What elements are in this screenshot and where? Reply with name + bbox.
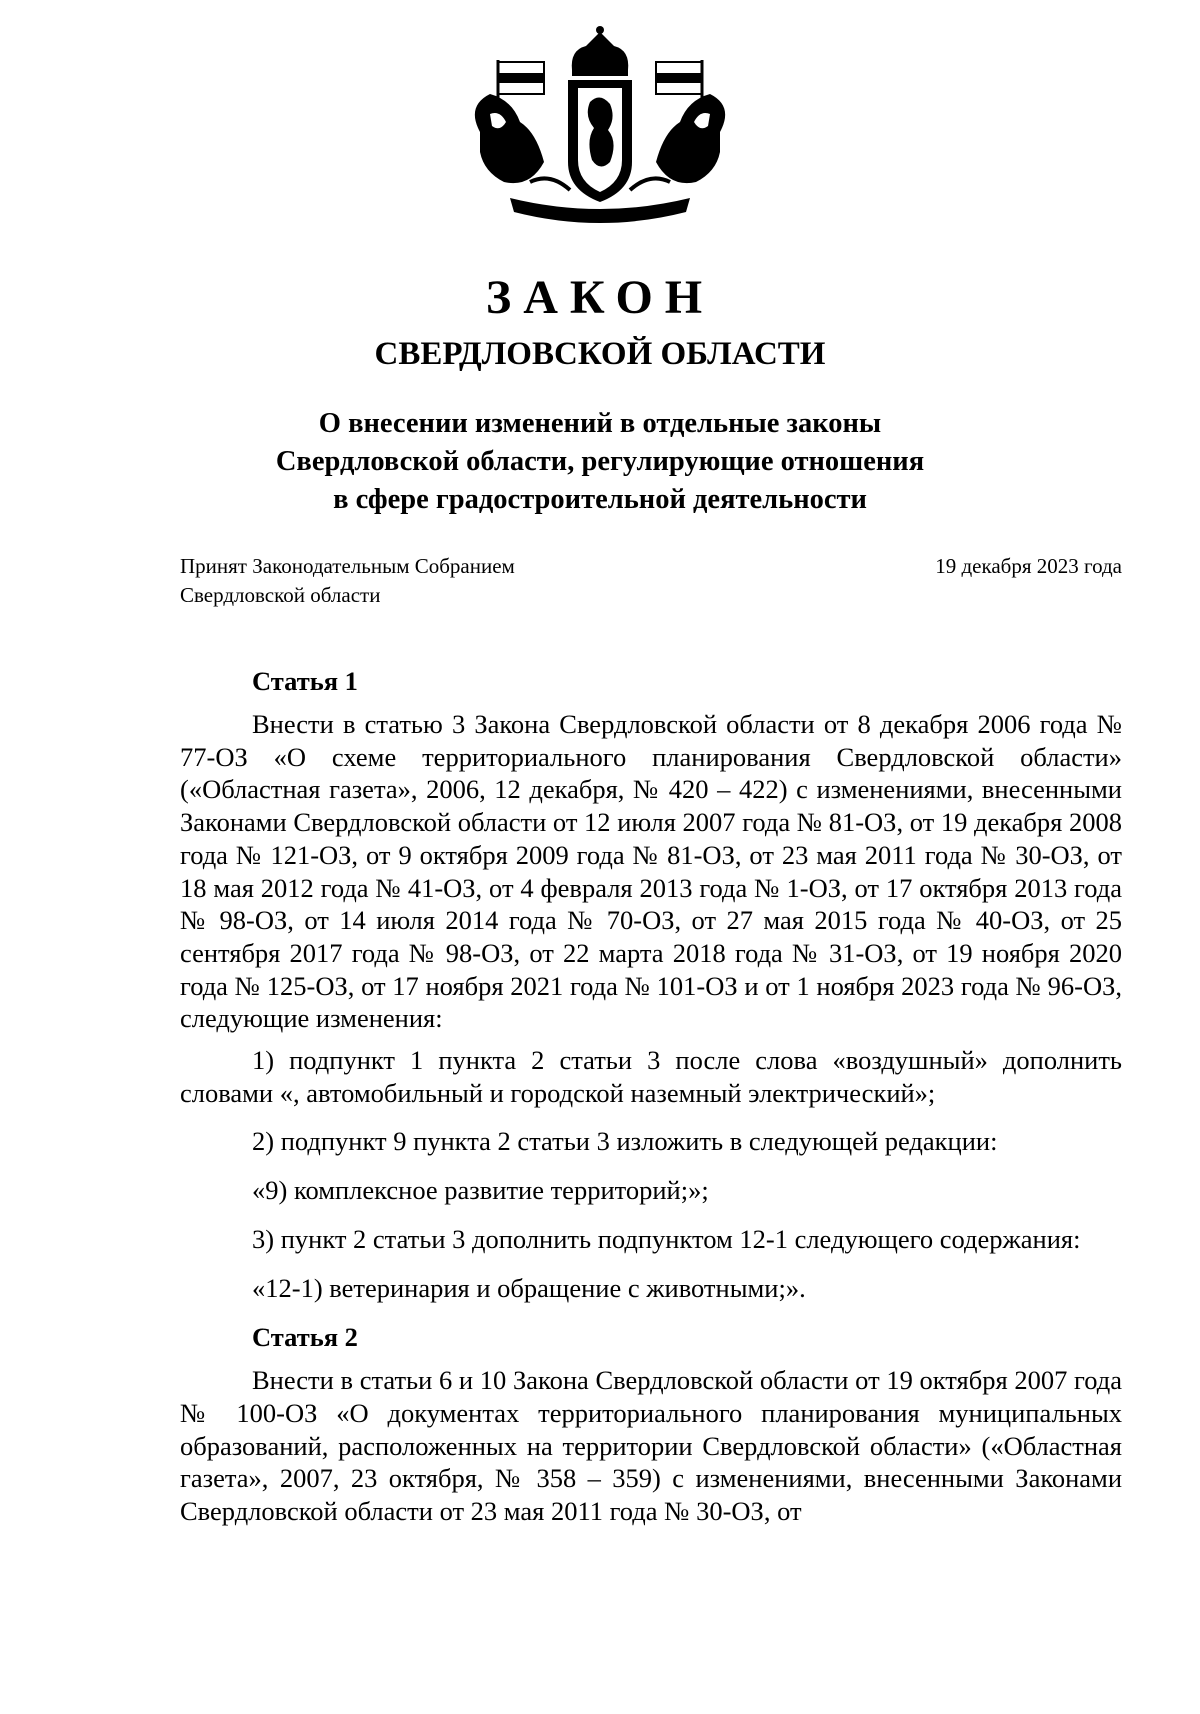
- article-item: 3) пункт 2 статьи 3 дополнить подпунктом 12-1 следующего содержания:: [252, 1223, 1081, 1254]
- adopted-by-line: Свердловской области: [180, 583, 381, 607]
- article-item: 1) подпункт 1 пункта 2 статьи 3 после слова «воздушный» дополнить словами «, автомобильный и городской наземный электрический»;: [180, 1045, 1122, 1108]
- law-subject-title: [0, 405, 1200, 519]
- article-paragraph: Внести в статьи 6 и 10 Закона Свердловской области от 19 октября 2007 года № 100-ОЗ «О документах территориального планирования муниципальных образований, расположенных на территории Свердловской области» («Областная газета», 2007, 23 октября, № 358 – 359) с изменениями, внесенными Законами Свердловской области от 23 мая 2011 года № 30-ОЗ, от: [180, 1365, 1122, 1527]
- region-title: СВЕРДЛОВСКОЙ ОБЛАСТИ: [374, 336, 826, 372]
- article-heading: Статья 2: [252, 1322, 358, 1353]
- subject-line: Свердловской области, регулирующие отношения: [275, 446, 925, 477]
- document-type-title: ЗАКОН: [485, 271, 715, 324]
- article-item: «12-1) ветеринария и обращение с животными;».: [252, 1272, 806, 1303]
- law-body: [180, 664, 1122, 1537]
- article-heading: Статья 1: [252, 666, 358, 696]
- adopted-by: [180, 552, 515, 610]
- article-paragraph: Внести в статью 3 Закона Свердловской области от 8 декабря 2006 года № 77-ОЗ «О схеме территориального планирования Свердловской области» («Областная газета», 2006, 12 декабря, № 420 – 422) с изменениями, внесенными Законами Свердловской области от 12 июля 2007 года № 81-ОЗ, от 19 декабря 2008 года № 121-ОЗ, от 9 октября 2009 года № 81-ОЗ, от 23 мая 2011 года № 30-ОЗ, от 18 мая 2012 года № 41-ОЗ, от 4 февраля 2013 года № 1-ОЗ, от 17 октября 2013 года № 98-ОЗ, от 14 июля 2014 года № 70-ОЗ, от 27 мая 2015 года № 40-ОЗ, от 25 сентября 2017 года № 98-ОЗ, от 22 марта 2018 года № 31-ОЗ, от 19 ноября 2020 года № 125-ОЗ, от 17 ноября 2021 года № 101-ОЗ и от 1 ноября 2023 года № 96-ОЗ, следующие изменения:: [180, 709, 1122, 1034]
- article-item: 2) подпункт 9 пункта 2 статьи 3 изложить в следующей редакции:: [252, 1126, 998, 1157]
- coat-of-arms-emblem: [460, 22, 740, 237]
- subject-line: в сфере градостроительной деятельности: [333, 484, 867, 515]
- article-item: «9) комплексное развитие территорий;»;: [252, 1175, 709, 1206]
- adoption-date: 19 декабря 2023 года: [935, 554, 1122, 578]
- subject-line: О внесении изменений в отдельные законы: [318, 408, 882, 439]
- adopted-by-line: Принят Законодательным Собранием: [180, 554, 515, 578]
